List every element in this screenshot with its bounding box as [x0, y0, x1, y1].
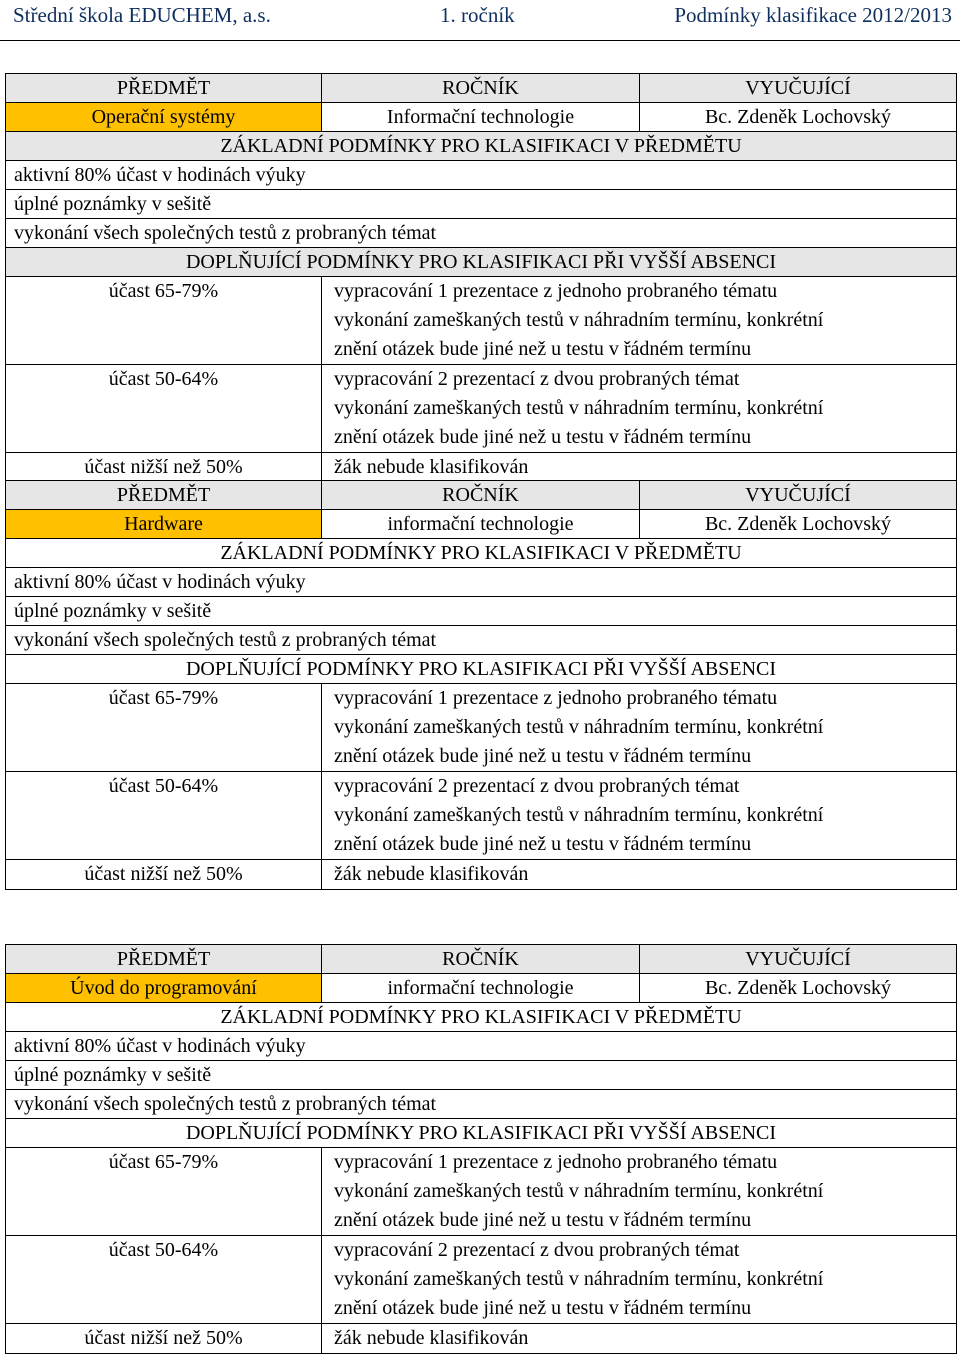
basic-condition: vykonání všech společných testů z probraných témat	[6, 626, 957, 655]
subject-info-row	[6, 974, 957, 1003]
basic-conditions-heading: ZÁKLADNÍ PODMÍNKY PRO KLASIFIKACI V PŘEDMĚTU	[6, 539, 957, 568]
attendance-range: účast nižší než 50%	[6, 1324, 322, 1354]
basic-condition: aktivní 80% účast v hodinách výuky	[6, 161, 957, 190]
subject-name: Hardware	[6, 510, 322, 539]
attendance-range: účast 50-64%	[6, 1236, 322, 1324]
subject-teacher: Bc. Zdeněk Lochovský	[640, 974, 957, 1003]
subject-table-1	[5, 73, 957, 483]
attendance-range: účast nižší než 50%	[6, 860, 322, 890]
teacher-col-header: VYUČUJÍCÍ	[640, 945, 957, 974]
attendance-requirements: vypracování 1 prezentace z jednoho probraného tématu vykonání zameškaných testů v náhradním termínu, konkrétní znění otázek bude jiné než u testu v řádném termínu	[322, 277, 957, 365]
attendance-range: účast 65-79%	[6, 684, 322, 772]
attendance-range: účast 65-79%	[6, 1148, 322, 1236]
subject-name: Úvod do programování	[6, 974, 322, 1003]
attendance-requirements: vypracování 1 prezentace z jednoho probraného tématu vykonání zameškaných testů v náhradním termínu, konkrétní znění otázek bude jiné než u testu v řádném termínu	[322, 684, 957, 772]
subject-grade: Informační technologie	[322, 103, 640, 132]
basic-condition: vykonání všech společných testů z probraných témat	[6, 1090, 957, 1119]
basic-condition: vykonání všech společných testů z probraných témat	[6, 219, 957, 248]
extra-conditions-heading: DOPLŇUJÍCÍ PODMÍNKY PRO KLASIFIKACI PŘI VYŠŠÍ ABSENCI	[6, 655, 957, 684]
basic-condition: aktivní 80% účast v hodinách výuky	[6, 568, 957, 597]
attendance-requirements: vypracování 2 prezentací z dvou probraných témat vykonání zameškaných testů v náhradním termínu, konkrétní znění otázek bude jiné než u testu v řádném termínu	[322, 772, 957, 860]
subject-info-row	[6, 103, 957, 132]
subject-info-row	[6, 510, 957, 539]
grade-col-header: ROČNÍK	[322, 481, 640, 510]
attendance-range: účast 50-64%	[6, 772, 322, 860]
attendance-range: účast nižší než 50%	[6, 453, 322, 483]
subject-teacher: Bc. Zdeněk Lochovský	[640, 510, 957, 539]
subject-name: Operační systémy	[6, 103, 322, 132]
basic-condition: úplné poznámky v sešitě	[6, 1061, 957, 1090]
attendance-requirements: vypracování 2 prezentací z dvou probraných témat vykonání zameškaných testů v náhradním termínu, konkrétní znění otázek bude jiné než u testu v řádném termínu	[322, 1236, 957, 1324]
subject-col-header: PŘEDMĚT	[6, 74, 322, 103]
extra-conditions-heading: DOPLŇUJÍCÍ PODMÍNKY PRO KLASIFIKACI PŘI VYŠŠÍ ABSENCI	[6, 1119, 957, 1148]
basic-condition: úplné poznámky v sešitě	[6, 597, 957, 626]
subject-grade: informační technologie	[322, 510, 640, 539]
basic-conditions-heading: ZÁKLADNÍ PODMÍNKY PRO KLASIFIKACI V PŘEDMĚTU	[6, 1003, 957, 1032]
subject-table-3	[5, 944, 957, 1354]
attendance-range: účast 50-64%	[6, 365, 322, 453]
subject-col-header: PŘEDMĚT	[6, 945, 322, 974]
subject-table-2	[5, 480, 957, 890]
subject-header-row	[6, 481, 957, 510]
subject-header-row	[6, 945, 957, 974]
grade-col-header: ROČNÍK	[322, 945, 640, 974]
attendance-requirements: vypracování 1 prezentace z jednoho probraného tématu vykonání zameškaných testů v náhradním termínu, konkrétní znění otázek bude jiné než u testu v řádném termínu	[322, 1148, 957, 1236]
basic-condition: úplné poznámky v sešitě	[6, 190, 957, 219]
extra-conditions-heading: DOPLŇUJÍCÍ PODMÍNKY PRO KLASIFIKACI PŘI VYŠŠÍ ABSENCI	[6, 248, 957, 277]
page-header	[0, 0, 960, 41]
attendance-range: účast 65-79%	[6, 277, 322, 365]
subject-header-row	[6, 74, 957, 103]
attendance-requirements: vypracování 2 prezentací z dvou probraných témat vykonání zameškaných testů v náhradním termínu, konkrétní znění otázek bude jiné než u testu v řádném termínu	[322, 365, 957, 453]
subject-col-header: PŘEDMĚT	[6, 481, 322, 510]
basic-conditions-heading: ZÁKLADNÍ PODMÍNKY PRO KLASIFIKACI V PŘEDMĚTU	[6, 132, 957, 161]
teacher-col-header: VYUČUJÍCÍ	[640, 74, 957, 103]
attendance-requirements: žák nebude klasifikován	[322, 453, 957, 483]
teacher-col-header: VYUČUJÍCÍ	[640, 481, 957, 510]
school-name: Střední škola EDUCHEM, a.s.	[13, 3, 271, 27]
subject-teacher: Bc. Zdeněk Lochovský	[640, 103, 957, 132]
basic-condition: aktivní 80% účast v hodinách výuky	[6, 1032, 957, 1061]
document-title: Podmínky klasifikace 2012/2013	[674, 3, 952, 27]
school-year: 1. ročník	[440, 3, 515, 27]
subject-grade: informační technologie	[322, 974, 640, 1003]
attendance-requirements: žák nebude klasifikován	[322, 860, 957, 890]
attendance-requirements: žák nebude klasifikován	[322, 1324, 957, 1354]
grade-col-header: ROČNÍK	[322, 74, 640, 103]
